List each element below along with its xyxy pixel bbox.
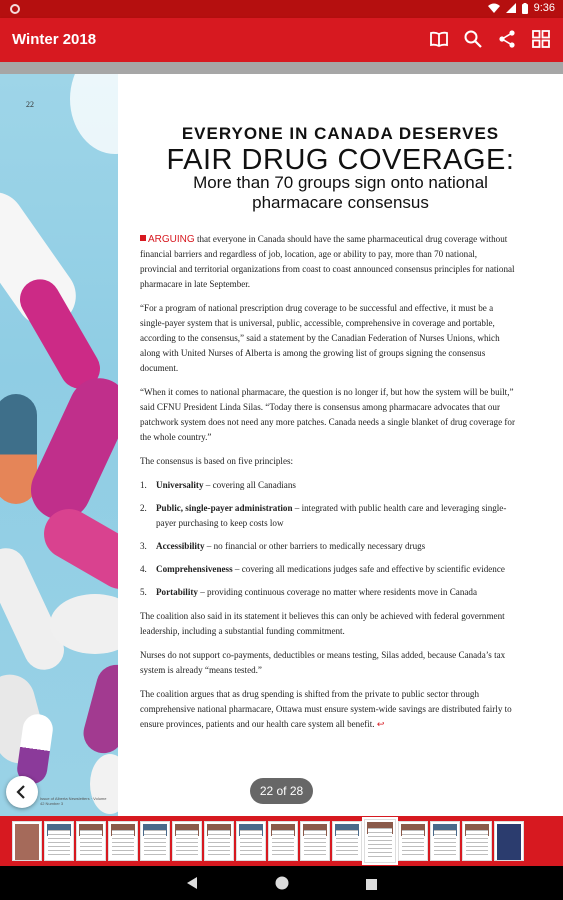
thumbnail-text [336,830,358,857]
page-thumbnail[interactable] [108,821,138,861]
page-thumbnail[interactable] [236,821,266,861]
issue-title: Winter 2018 [12,31,97,48]
page-thumbnail[interactable] [172,821,202,861]
paragraph: The coalition also said in its statement it believes this can only be achieved with federal government leadership, including a substantial funding commitment. [140,611,505,636]
page-thumbnail[interactable] [332,821,362,861]
thumbnail-text [368,828,392,859]
page-thumbnail[interactable] [398,821,428,861]
list-item: 5. Portability – providing continuous coverage no matter where residents move in Canada [140,587,477,597]
page-number: 22 [26,100,34,109]
thumbnail-text [80,830,102,857]
article-deck: More than 70 groups sign onto national pharmacare consensus [193,173,488,212]
system-nav-bar [0,866,563,900]
page-thumbnail[interactable] [494,821,524,861]
previous-page-button[interactable] [6,776,38,808]
home-icon[interactable] [274,875,290,896]
search-icon[interactable] [463,29,483,49]
article-kicker: EVERYONE IN CANADA DESERVES [181,124,500,143]
page-footer-note: Issue of Alberta Newsletters · Volume 42 Number 3 [40,796,107,806]
thumbnail-text [144,830,166,857]
page-thumbnail[interactable] [12,821,42,861]
share-icon[interactable] [497,29,517,49]
page-thumbnail[interactable] [204,821,234,861]
signal-icon [506,3,516,13]
app-bar [0,18,563,62]
page-thumbnail[interactable] [430,821,460,861]
page-thumbnail[interactable] [462,821,492,861]
page-thumbnail[interactable] [76,821,106,861]
paragraph: “For a program of national prescription drug coverage to be successful and effective, it must be a single-payer system that is universal, public, accessible, comprehensive in coverage and portable, according to the consensus,” said a statement by the Canadian Federation of Nurses Unions, which along with United Nurses of Alberta is among the growing list of groups signing the consensus document. [140,303,500,373]
lead-word: ARGUING [140,234,195,245]
clock: 9:36 [533,2,555,14]
recents-icon[interactable] [366,877,377,895]
paragraph: Nurses do not support co-payments, deductibles or means testing, Silas added, because Canada’s tax system is already “means tested.” [140,650,506,675]
thumbnail-text [402,830,424,857]
article-headline: FAIR DRUG COVERAGE: [166,144,515,176]
notification-icon [10,4,20,14]
thumbnail-text [272,830,294,857]
back-icon[interactable] [186,876,198,895]
battery-icon [522,3,528,14]
thumbnail-text [48,830,70,857]
end-mark: ↩ [376,719,385,729]
paragraph: “When it comes to national pharmacare, the question is no longer if, but how the system will be built,” said CFNU President Linda Silas. “Today there is consensus among pharmacare advocates that our patchwork system does not need any more patches. Canada needs a single blanket of drug coverage for the whole country.” [140,387,515,442]
thumbnail-text [208,830,230,857]
page-indicator: 22 of 28 [250,778,313,804]
paragraph: ARGUING that everyone in Canada should have the same pharmaceutical drug coverage without financial barriers and regardless of job, location, age or ability to pay, more than 70 national, provincial and territorial organizations from coast to coast announced consensus principles for national pharmacare in late September. [140,234,515,289]
thumbnail-text [466,830,488,857]
magazine-page[interactable] [0,74,563,816]
thumbnail-text [112,830,134,857]
status-bar [0,0,563,18]
reading-mode-icon[interactable] [429,29,449,49]
grid-view-icon[interactable] [531,29,551,49]
page-thumbnail[interactable] [300,821,330,861]
page-thumbnail[interactable] [268,821,298,861]
thumbnail-text [176,830,198,857]
list-item: 2. Public, single-payer administration – integrated with public health care and leveraging single-payer purchasing to keep costs low [140,503,507,528]
page-thumbnail[interactable] [140,821,170,861]
page-viewer[interactable] [0,62,563,816]
article-body [140,232,515,741]
article [118,74,563,816]
page-thumbnail[interactable] [44,821,74,861]
thumbnail-image [497,824,521,860]
paragraph: The coalition argues that as drug spending is shifted from the private to public sector through comprehensive national pharmacare, Ottawa must ensure system-wide savings are distributed fairly to ensure provinces, patients and our health care system all benefit. ↩ [140,689,512,729]
page-thumbnail[interactable] [364,819,396,863]
thumbnail-text [434,830,456,857]
list-item: 3. Accessibility – no financial or other barriers to medically necessary drugs [140,541,426,551]
pills-illustration [0,74,118,816]
wifi-icon [488,3,500,13]
thumbnail-text [240,830,262,857]
paragraph: The consensus is based on five principles: [140,456,294,466]
chevron-left-icon [6,776,38,808]
list-item: 4. Comprehensiveness – covering all medications judges safe and effective by scientific evidence [140,564,505,574]
list-item: 1. Universality – covering all Canadians [140,480,296,490]
thumbnail-image [15,824,39,860]
thumbnail-text [304,830,326,857]
thumbnail-strip[interactable] [0,816,563,866]
principles-list [140,478,515,600]
